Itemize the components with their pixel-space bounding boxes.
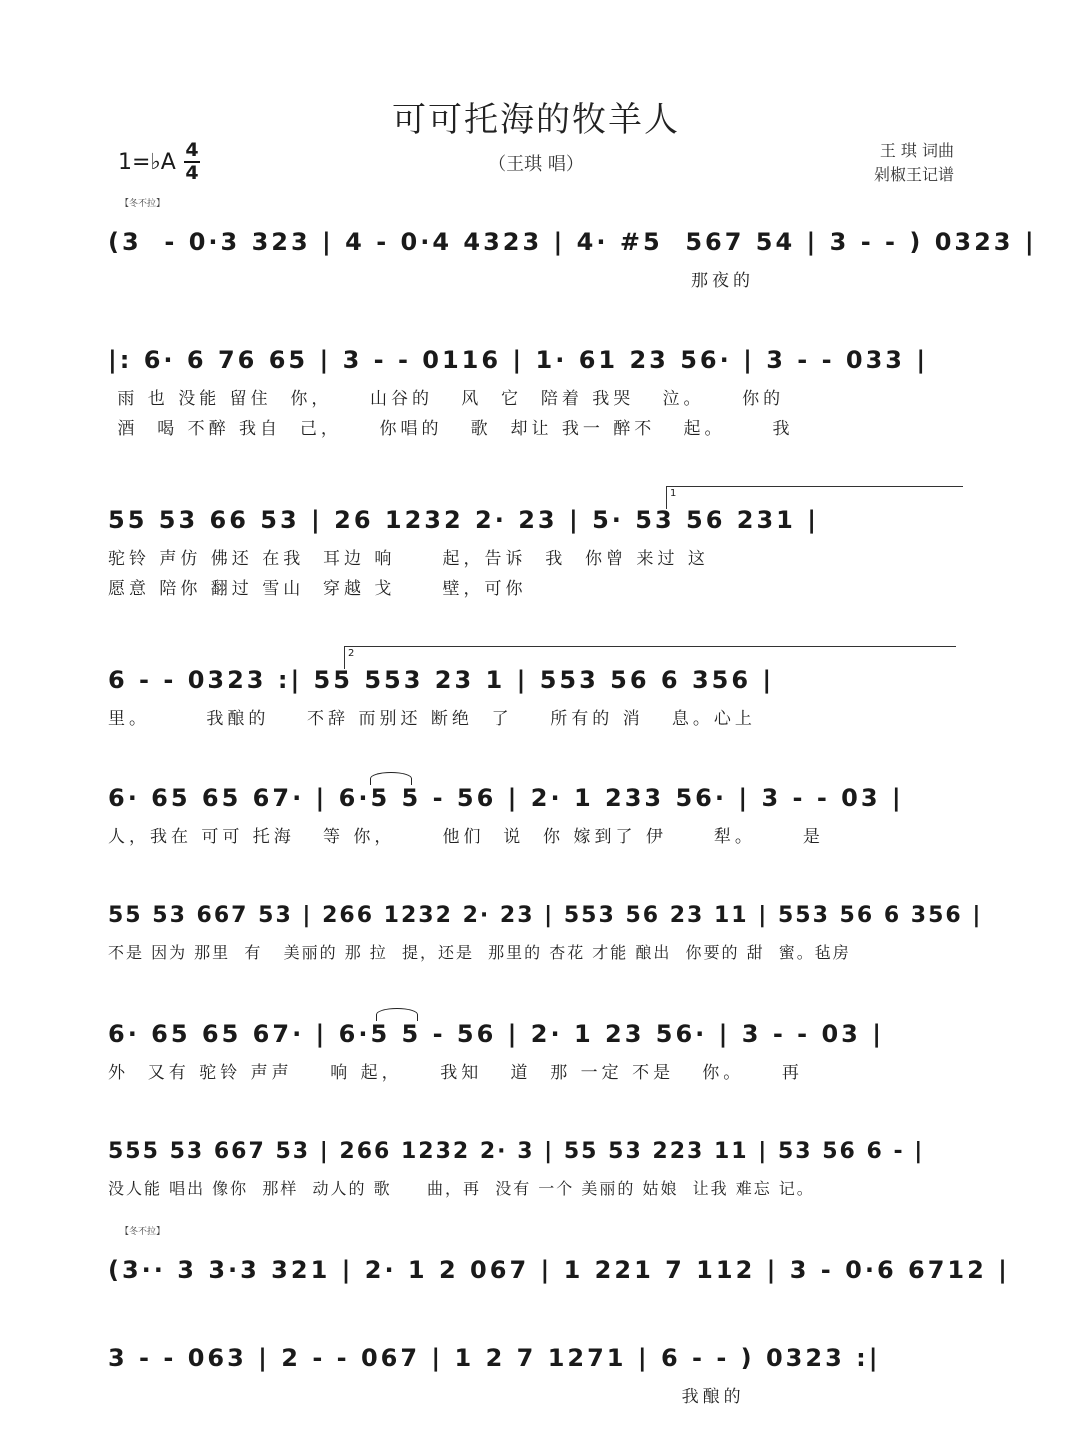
- volta-label: 1: [670, 488, 677, 499]
- lyric-line: 愿意 陪你 翻过 雪山 穿越 戈 壁，可你: [108, 579, 527, 599]
- lyric-line: 酒 喝 不醉 我自 己， 你唱的 歌 却让 我一 醉不 起。 我: [108, 419, 794, 439]
- instrument-tag: 【冬不拉】: [120, 199, 166, 209]
- notation-line: (3 - 0·3 323 | 4 - 0·4 4323 | 4· #5 567 54 | 3 - - ) 0323 |: [108, 228, 1037, 256]
- lyric-line: 没人能 唱出 像你 那样 动人的 歌 曲，再 没有 一个 美丽的 姑娘 让我 难忘 记。: [108, 1179, 815, 1198]
- lyric-line: 我酿的: [108, 1387, 745, 1407]
- score-system: [108, 778, 964, 858]
- score-system: [108, 1132, 964, 1212]
- lyric-line: 外 又有 驼铃 声声 响 起， 我知 道 那 一定 不是 你。 再: [108, 1063, 803, 1083]
- score-system: [108, 1338, 964, 1418]
- score-system: [108, 488, 964, 600]
- notation-line: 6 - - 0323 :| 55 553 23 1 | 553 56 6 356 |: [108, 666, 775, 694]
- notation-line: 55 53 66 53 | 26 1232 2· 23 | 5· 53 56 231 |: [108, 506, 819, 534]
- notation-line: 555 53 667 53 | 266 1232 2· 3 | 55 53 223 11 | 53 56 6 - |: [108, 1139, 925, 1164]
- time-signature-top: 4: [185, 139, 199, 161]
- singer-line: （王琪 唱）: [488, 154, 584, 175]
- score-system: [108, 648, 964, 740]
- notation-line: |: 6· 6 76 65 | 3 - - 0116 | 1· 61 23 56· | 3 - - 033 |: [108, 346, 929, 374]
- time-signature-bottom: 4: [185, 161, 199, 184]
- credit-transcriber: 剁椒王记谱: [873, 165, 954, 184]
- lyric-line: 不是 因为 那里 有 美丽的 那 拉 提，还是 那里的 杏花 才能 酿出 你要的 甜 蜜。毡房: [108, 943, 851, 962]
- time-signature: [182, 140, 202, 184]
- score-system: [108, 1227, 1010, 1310]
- lyric-line: 雨 也 没能 留住 你， 山谷的 风 它 陪着 我哭 泣。 你的: [108, 389, 785, 409]
- credit-lyrics-music: 王 琪 词曲: [879, 141, 954, 160]
- notation-line: 6· 65 65 67· | 6·5 5 - 56 | 2· 1 23 56· | 3 - - 03 |: [108, 1020, 884, 1048]
- lyric-line: 那夜的: [108, 271, 755, 291]
- score-system: [108, 896, 983, 976]
- volta-label: 2: [348, 648, 355, 659]
- key-signature: 1=♭A: [118, 150, 176, 175]
- score-system: [108, 340, 964, 440]
- notation-line: 3 - - 063 | 2 - - 067 | 1 2 7 1271 | 6 - - ) 0323 :|: [108, 1344, 881, 1372]
- lyric-line: 驼铃 声仿 佛还 在我 耳边 响 起，告诉 我 你曾 来过 这: [108, 549, 709, 569]
- score-system: [108, 1014, 964, 1094]
- notation-line: (3·· 3 3·3 321 | 2· 1 2 067 | 1 221 7 112 | 3 - 0·6 6712 |: [108, 1256, 1010, 1284]
- score-system: [108, 199, 1037, 302]
- notation-line: 6· 65 65 67· | 6·5 5 - 56 | 2· 1 233 56· | 3 - - 03 |: [108, 784, 904, 812]
- notation-line: 55 53 667 53 | 266 1232 2· 23 | 553 56 23 11 | 553 56 6 356 |: [108, 903, 983, 928]
- song-title: 可可托海的牧羊人: [392, 100, 680, 140]
- lyric-line: 人，我在 可可 托海 等 你， 他们 说 你 嫁到了 伊 犁。 是: [108, 827, 824, 847]
- instrument-tag: 【冬不拉】: [120, 1227, 166, 1237]
- lyric-line: 里。 我酿的 不辞 而别还 断绝 了 所有的 消 息。心上: [108, 709, 756, 729]
